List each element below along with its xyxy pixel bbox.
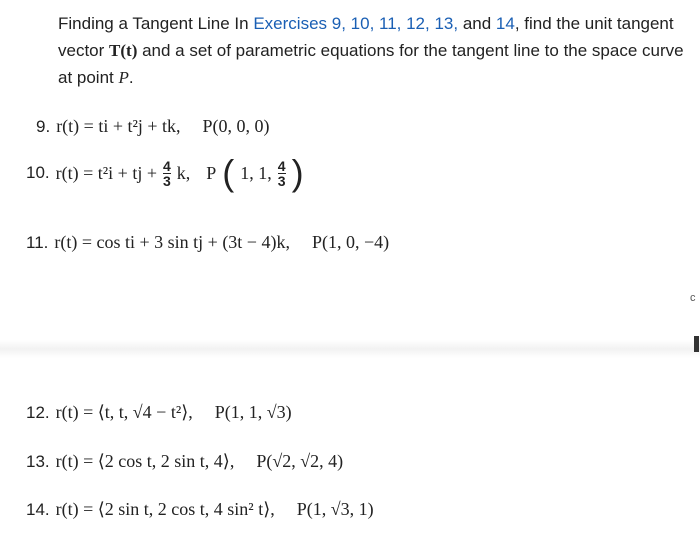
unit-tangent-symbol: T(t) [109,41,138,60]
exercise-expression: r(t) = t²i + tj + [55,162,157,183]
instructions-lead: Finding a Tangent Line In [58,14,254,33]
exercise-14 [26,499,374,520]
exercise-point: P(1, 1, √3) [214,402,292,422]
exercise-11 [26,232,389,253]
fraction-numerator: 4 [162,157,171,174]
exercise-expression: r(t) = ⟨t, t, √4 − t²⟩, [55,402,193,422]
exercise-expression: r(t) = ti + t²j + tk, [56,116,181,136]
exercise-number: 10. [26,163,50,182]
edge-glyph: c [690,292,696,304]
point-fraction-numerator: 4 [277,157,286,174]
exercise-13 [26,451,343,472]
exercise-point: P(1, 0, −4) [311,232,390,252]
instructions-and: and [458,14,496,33]
fraction-denominator: 3 [162,172,171,189]
right-paren: ) [291,152,304,193]
point-fraction-denominator: 3 [277,172,286,189]
exercise-point: P(0, 0, 0) [202,116,270,136]
fraction [163,159,171,188]
exercise-number: 14. [26,499,50,519]
exercise-expression: r(t) = ⟨2 sin t, 2 cos t, 4 sin² t⟩, [55,499,275,519]
instructions-rest-2: and a set of parametric equations for the tangent line to the space curve at point [58,41,684,87]
exercise-number: 11. [26,232,49,252]
exercise-expression: r(t) = ⟨2 cos t, 2 sin t, 4⟩, [55,451,235,471]
left-paren: ( [222,152,235,193]
instructions-paragraph [58,10,688,91]
exercise-expression-tail: k, [176,162,191,183]
exercise-number: 13. [26,451,50,471]
exercise-point: P(√2, √2, 4) [256,451,344,471]
instructions-end: . [128,68,134,87]
exercise-point: P(1, √3, 1) [296,499,374,519]
instructions-rest: , find the unit tangent vector [58,14,674,60]
exercise-number: 12. [26,402,50,422]
exercise-10 [26,152,304,193]
section-divider-band [0,340,700,358]
exercise-point-coords: 1, 1, [240,162,272,183]
point-fraction [278,159,286,188]
exercise-9 [36,116,270,137]
edge-bar [694,336,699,352]
exercise-14-link[interactable]: 14 [495,14,515,33]
exercise-number: 9. [36,116,51,136]
exercises-link[interactable]: Exercises 9, 10, 11, 12, 13, [253,14,459,33]
point-symbol: P [118,68,129,87]
exercise-expression: r(t) = cos ti + 3 sin tj + (3t − 4)k, [54,232,290,252]
exercise-point-label: P [206,162,217,183]
exercise-12 [26,402,292,423]
